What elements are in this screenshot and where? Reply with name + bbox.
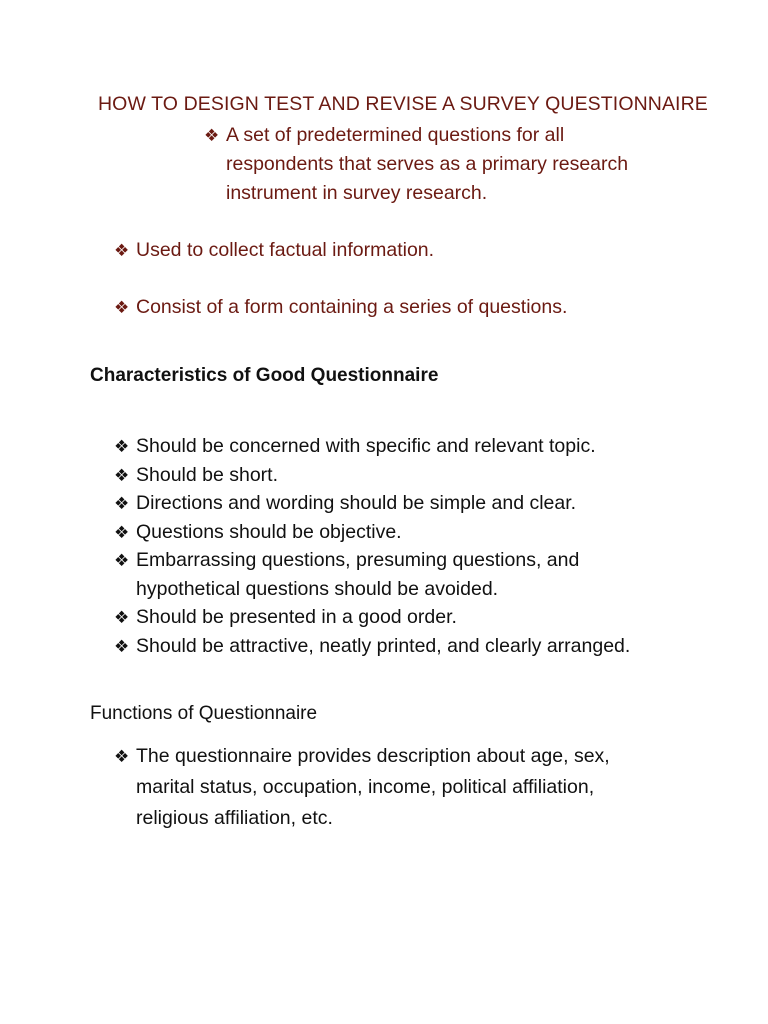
list-item — [114, 546, 714, 603]
diamond-bullet-icon: ❖ — [114, 636, 130, 656]
intro-bullet-2-text: Used to collect factual information. — [136, 239, 435, 261]
list-item — [114, 489, 714, 518]
characteristic-text: Should be concerned with specific and relevant topic. — [136, 435, 596, 457]
functions-text-line-1: The questionnaire provides description about age, sex, — [136, 745, 610, 767]
list-item — [204, 121, 684, 208]
list-item — [114, 518, 714, 547]
characteristic-text-continued: hypothetical questions should be avoided. — [136, 577, 499, 600]
functions-text-line-3: religious affiliation, etc. — [136, 807, 333, 829]
intro-bullet-1-line-3: instrument in survey research. — [226, 182, 488, 204]
diamond-bullet-icon: ❖ — [114, 437, 130, 456]
intro-bullet-3-text: Consist of a form containing a series of questions. — [136, 296, 568, 318]
functions-list — [114, 741, 714, 834]
diamond-bullet-icon: ❖ — [114, 241, 130, 260]
characteristics-heading: Characteristics of Good Questionnaire — [90, 365, 439, 386]
diamond-bullet-icon: ❖ — [114, 522, 130, 542]
functions-text-line-2: marital status, occupation, income, political affiliation, — [136, 776, 595, 798]
diamond-bullet-icon: ❖ — [114, 494, 130, 513]
document-title: HOW TO DESIGN TEST AND REVISE A SURVEY QUESTIONNAIRE — [98, 93, 708, 115]
list-item — [114, 432, 714, 461]
diamond-bullet-icon: ❖ — [204, 126, 220, 145]
list-item — [114, 603, 714, 632]
diamond-bullet-icon: ❖ — [114, 747, 130, 766]
intro-bullet-3 — [114, 293, 674, 322]
diamond-bullet-icon: ❖ — [114, 608, 130, 627]
characteristic-text: Should be short. — [136, 463, 279, 486]
list-item — [114, 632, 714, 661]
list-item — [114, 461, 714, 490]
characteristics-list — [114, 432, 714, 660]
list-item — [114, 293, 674, 322]
diamond-bullet-icon: ❖ — [114, 551, 130, 570]
list-item — [114, 236, 674, 265]
characteristic-text: Embarrassing questions, presuming questions, and — [136, 549, 580, 571]
characteristic-text: Should be attractive, neatly printed, and clearly arranged. — [136, 634, 631, 657]
characteristic-text: Directions and wording should be simple and clear. — [136, 492, 577, 514]
characteristic-text: Should be presented in a good order. — [136, 606, 457, 628]
characteristic-text: Questions should be objective. — [136, 520, 402, 543]
intro-bullet-1-line-1: A set of predetermined questions for all — [226, 124, 565, 146]
intro-bullet-1 — [204, 121, 684, 208]
diamond-bullet-icon: ❖ — [114, 298, 130, 317]
diamond-bullet-icon: ❖ — [114, 465, 130, 485]
list-item — [114, 741, 714, 834]
intro-bullet-1-line-2: respondents that serves as a primary research — [226, 153, 629, 175]
functions-heading: Functions of Questionnaire — [90, 703, 318, 724]
intro-bullet-2 — [114, 236, 674, 265]
